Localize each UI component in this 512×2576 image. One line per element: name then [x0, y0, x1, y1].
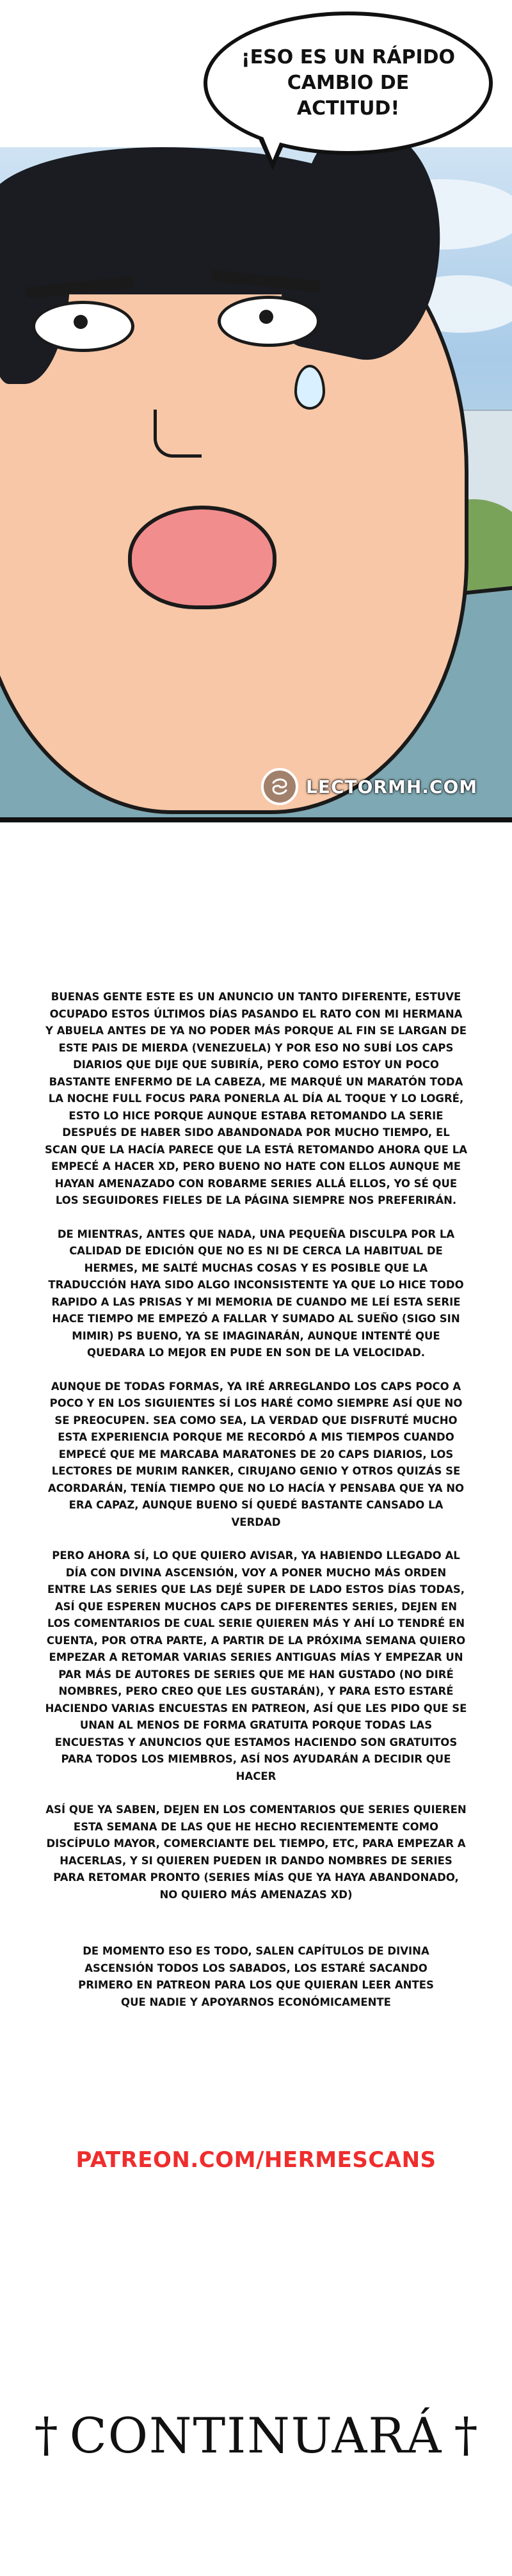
announcement-paragraph: AUNQUE DE TODAS FORMAS, YA IRÉ ARREGLANDO LOS CAPS POCO A POCO Y EN LOS SIGUIENTES SÍ LOS HARÉ COMO SIEMPRE ASÍ QUE NO SE PREOCUPEN. SEA COMO SEA, LA VERDAD QUE DISFRUTÉ MUCHO ESTA EXPERIENCIA PORQUE ME RECORDÓ A MIS TIEMPOS CUANDO EMPECÉ QUE ME MARCABA MARATONES DE 20 CAPS DIARIOS, LOS LECTORES DE MURIM RANKER, CIRUJANO GENIO Y OTROS QUIZÁS SE ACORDARÁN, TENÍA TIEMPO QUE NO LO HACÍA Y PENSABA QUE YA NO ERA CAPAZ, AUNQUE BUENO SÍ QUEDÉ BASTANTE CANSADO LA VERDAD [47, 1380, 465, 1528]
continue-title: CONTINUARÁ [69, 2406, 443, 2464]
announcement-paragraph: BUENAS GENTE ESTE ES UN ANUNCIO UN TANTO DIFERENTE, ESTUVE OCUPADO ESTOS ÚLTIMOS DÍAS PASANDO EL RATO CON MI HERMANA Y ABUELA ANTES DE YA NO PODER MÁS PORQUE AL FIN SE LARGAN DE ESTE PAIS DE MIERDA (VENEZUELA) Y POR ESO NO SUBÍ LOS CAPS DIARIOS QUE DIJE QUE SUBIRÍA, PERO COMO ESTOY UN POCO BASTANTE ENFERMO DE LA CABEZA, ME MARQUÉ UN MARATÓN TODA LA NOCHE FULL FOCUS PARA PONERLA AL DÍA AL TOQUE Y LO LOGRÉ, ESTO LO HICE PORQUE AUNQUE ESTABA RETOMANDO LA SERIE DESPUÉS DE HABER SIDO ABANDONADA POR MUCHO TIEMPO, EL SCAN QUE LA HACÍA PARECE QUE LA ESTÁ RETOMANDO AHORA QUE LA EMPECÉ A HACER XD, PERO BUENO NO HATE CON ELLOS AUNQUE ME HAYAN AMENAZADO CON ROBARME SERIES ALLÁ ELLOS, YO SÉ QUE LOS SEGUIDORES FIELES DE LA PÁGINA SIEMPRE NOS PREFERIRÁN. [45, 991, 467, 1206]
patreon-link[interactable]: PATREON.COM/HERMESCANS [76, 2147, 436, 2173]
dagger-ornament-icon: † [34, 2408, 58, 2463]
announcement-paragraph: DE MOMENTO ESO ES TODO, SALEN CAPÍTULOS DE DIVINA ASCENSIÓN TODOS LOS SABADOS, LOS ESTARÉ SACANDO PRIMERO EN PATREON PARA LOS QUE QUIERAN LEER ANTES QUE NADIE Y APOYARNOS ECONÓMICAMENTE [78, 1945, 434, 2008]
speech-bubble [204, 12, 493, 155]
watermark-text: LECTORMH.COM [306, 776, 478, 797]
left-pupil [74, 315, 88, 329]
character-nose [154, 410, 202, 458]
right-pupil [259, 310, 273, 324]
speech-bubble-tail-fill [260, 131, 285, 160]
comic-panel [0, 0, 512, 822]
announcement-paragraph: PERO AHORA SÍ, LO QUE QUIERO AVISAR, YA HABIENDO LLEGADO AL DÍA CON DIVINA ASCENSIÓN, VOY A PONER MUCHO MÁS ORDEN ENTRE LAS SERIES QUE LAS DEJÉ SUPER DE LADO ESTOS DÍAS TODAS, ASÍ QUE ESPEREN MUCHOS CAPS DE DIFERENTES SERIES, DEJEN EN LOS COMENTARIOS DE CUAL SERIE QUIEREN MÁS Y AHÍ LO TENDRÉ EN CUENTA, POR OTRA PARTE, A PARTIR DE LA PRÓXIMA SEMANA QUIERO EMPEZAR A RETOMAR VARIAS SERIES ANTIGUAS MÍAS Y EMPEZAR UN PAR MÁS DE AUTORES DE SERIES QUE ME HAN GUSTADO (NO DIRÉ NOMBRES, PERO CREO QUE LES GUSTARÁN), Y PARA ESTO ESTARÉ HACIENDO VARIAS ENCUESTAS EN PATREON, ASÍ QUE LES PIDO QUE SE UNAN AL MENOS DE FORMA GRATUITA PORQUE TODAS LAS ENCUESTAS Y ANUNCIOS QUE ESTAMOS HACIENDO SON GRATUITOS PARA TODOS LOS MIEMBROS, ASÍ NOS AYUDARÁN A DECIDIR QUE HACER [45, 1549, 467, 1782]
character-mouth [128, 506, 276, 609]
announcement-paragraph: DE MIENTRAS, ANTES QUE NADA, UNA PEQUEÑA DISCULPA POR LA CALIDAD DE EDICIÓN QUE NO ES NI DE CERCA LA HABITUAL DE HERMES, ME SALTÉ MUCHAS COSAS Y ES POSIBLE QUE LA TRADUCCIÓN HAYA SIDO ALGO INCONSISTENTE YA QUE LO HICE TODO RAPIDO A LAS PRISAS Y MI MEMORIA DE CUANDO ME LEÍ ESTA SERIE HACE TIEMPO ME EMPEZÓ A FALLAR Y SUMADO AL SUEÑO (SIGO SIN MIMIR) PS BUENO, YA SE IMAGINARÁN, AUNQUE INTENTÉ QUE QUEDARA LO MEJOR EN PUDE EN SON DE LA VELOCIDAD. [48, 1228, 464, 1359]
announcement-text-block [45, 989, 467, 2028]
site-watermark [261, 768, 477, 805]
dagger-ornament-icon: † [454, 2408, 478, 2463]
swirl-logo-icon [261, 768, 298, 805]
speech-bubble-text: ¡ESO ES UN RÁPIDO CAMBIO DE ACTITUD! [241, 46, 456, 120]
continue-banner [0, 2397, 512, 2474]
announcement-paragraph: ASÍ QUE YA SABEN, DEJEN EN LOS COMENTARIOS QUE SERIES QUIEREN ESTA SEMANA DE LAS QUE HE HECHO RECIENTEMENTE COMO DISCÍPULO MAYOR, COMERCIANTE DEL TIEMPO, ETC, PARA EMPEZAR A HACERLAS, Y SI QUIEREN PUEDEN IR DANDO NOMBRES DE SERIES PARA RETOMAR PRONTO (SERIES MÍAS QUE YA HAYA ABANDONADO, NO QUIERO MÁS AMENAZAS XD) [45, 1804, 467, 1901]
